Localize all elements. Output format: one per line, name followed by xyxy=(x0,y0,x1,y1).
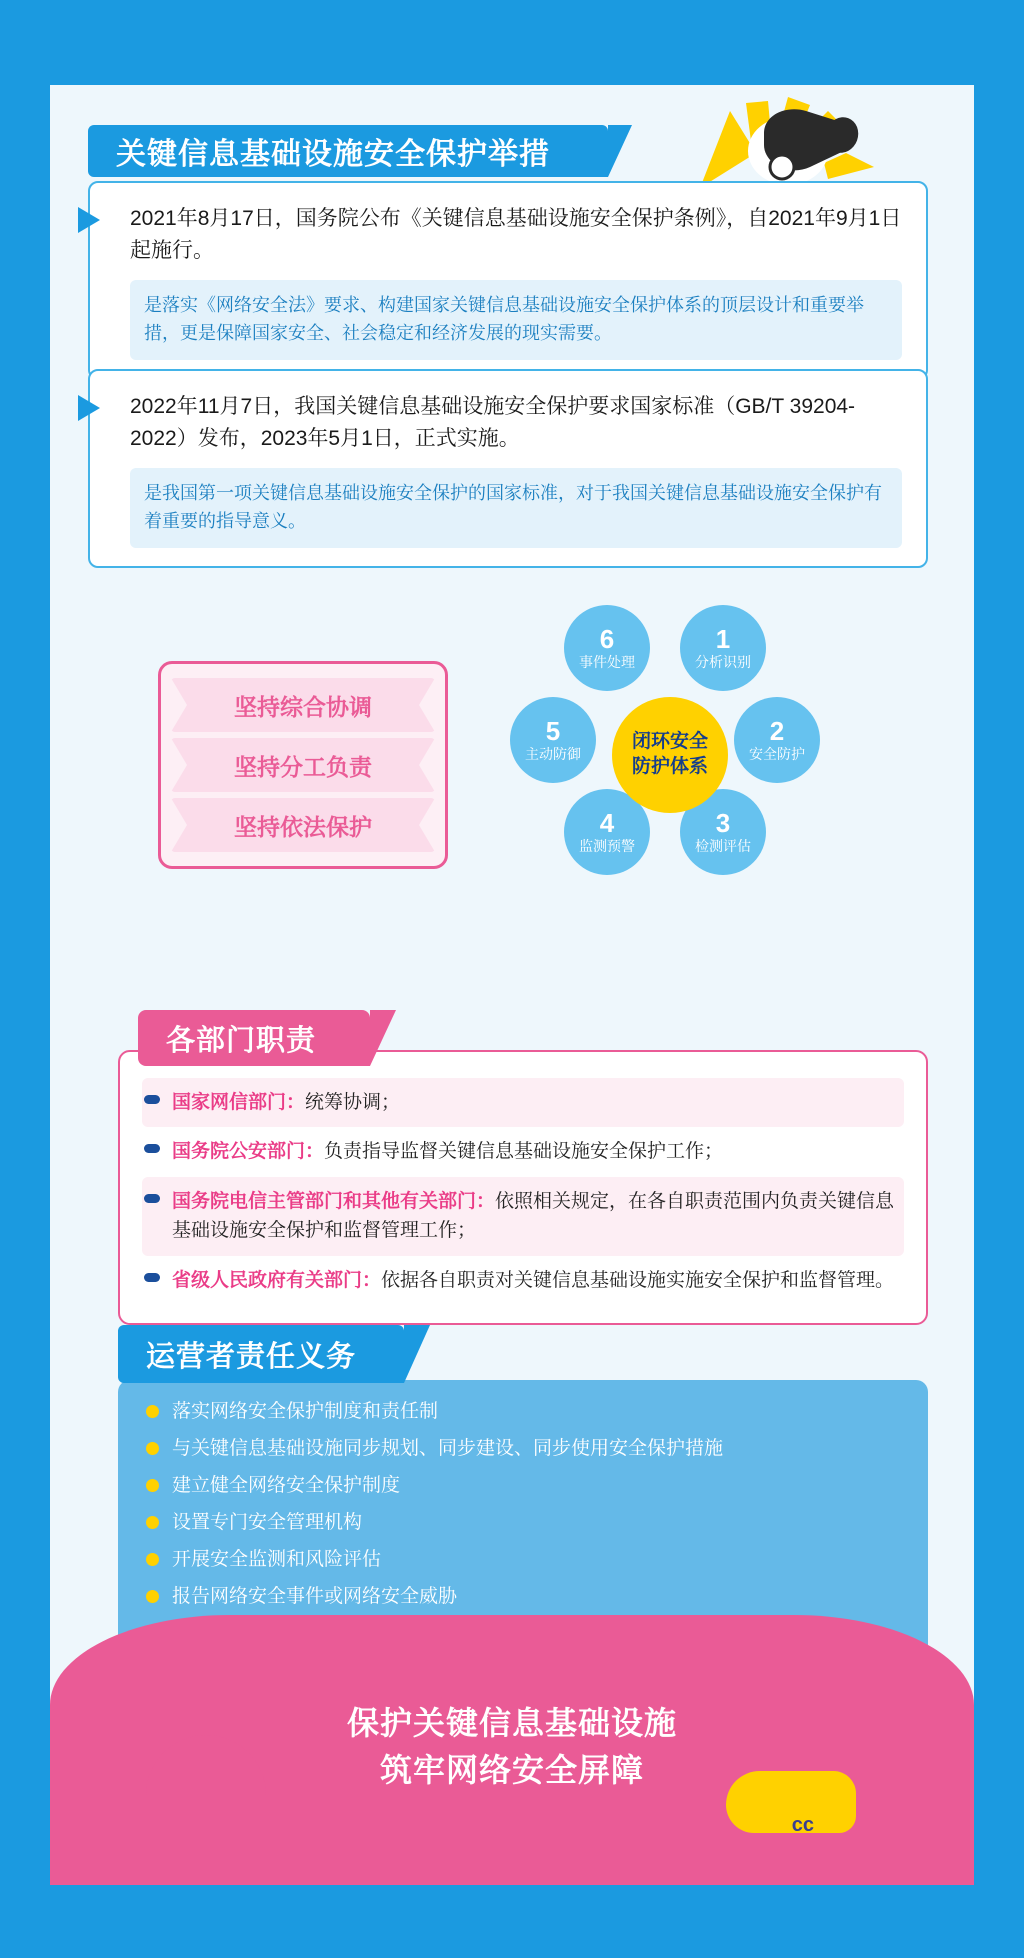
departments-title-label: 各部门职责 xyxy=(166,1024,317,1057)
department-item xyxy=(142,1078,904,1127)
department-item xyxy=(142,1127,904,1176)
bullet-icon xyxy=(146,1590,159,1603)
department-name: 国家网信部门： xyxy=(172,1092,306,1113)
operator-tag-corner xyxy=(404,1325,430,1383)
petal-5-number: 5 xyxy=(545,715,561,746)
department-desc: 依照相关规定，在各自职责范围内负责关键信息基础设施安全保护和监督管理工作； xyxy=(172,1190,895,1242)
department-name: 国务院公安部门： xyxy=(172,1141,325,1163)
operator-item-label: 设置专门安全管理机构 xyxy=(172,1512,363,1533)
diagram-core xyxy=(612,697,728,813)
petal-1 xyxy=(680,605,766,691)
bullet-icon xyxy=(144,1194,160,1203)
operator-item xyxy=(144,1550,902,1569)
footer-line-1: 保护关键信息基础设施 xyxy=(346,1705,677,1742)
operator-item-label: 与关键信息基础设施同步规划、同步建设、同步使用安全保护措施 xyxy=(172,1438,724,1459)
page-title xyxy=(88,125,608,177)
petal-5-label: 主动防御 xyxy=(525,745,581,762)
info-card-2-lead: 2022年11月7日，我国关键信息基础设施安全保护要求国家标准（GB/T 39204-2022）发布，2023年5月1日，正式实施。 xyxy=(130,395,856,450)
department-name: 省级人民政府有关部门： xyxy=(172,1269,382,1291)
arrow-icon xyxy=(78,207,100,233)
petal-3-number: 3 xyxy=(715,807,731,838)
operator-item-label: 报告网络安全事件或网络安全威胁 xyxy=(172,1586,458,1607)
info-card-2-sub: 是我国第一项关键信息基础设施安全保护的国家标准，对于我国关键信息基础设施安全保护有着重要的指导意义。 xyxy=(130,468,902,548)
operator-item-label: 建立健全网络安全保护制度 xyxy=(172,1475,401,1496)
departments-tag-corner xyxy=(370,1010,396,1066)
petal-1-number: 1 xyxy=(715,623,731,654)
petal-2-number: 2 xyxy=(769,715,785,746)
operator-item xyxy=(144,1439,902,1458)
petal-2-label: 安全防护 xyxy=(749,745,805,762)
petal-4-number: 4 xyxy=(599,807,615,838)
operator-item xyxy=(144,1513,902,1532)
title-tag-corner xyxy=(608,125,632,177)
footer-text xyxy=(50,1700,974,1793)
diagram-core-line1: 闭环安全 xyxy=(631,731,708,753)
bullet-icon xyxy=(144,1095,160,1104)
bullet-icon xyxy=(146,1405,159,1418)
petal-5 xyxy=(510,697,596,783)
principles-box xyxy=(158,661,448,869)
info-card-1-sub: 是落实《网络安全法》要求、构建国家关键信息基础设施安全保护体系的顶层设计和重要举措，更是保障国家安全、社会稳定和经济发展的现实需要。 xyxy=(130,280,902,360)
principle-item: 坚持综合协调 xyxy=(171,678,435,732)
bullet-icon xyxy=(146,1442,159,1455)
department-name: 国务院电信主管部门和其他有关部门： xyxy=(172,1190,496,1212)
diagram-core-line2: 防护体系 xyxy=(631,756,708,777)
closed-loop-diagram xyxy=(520,605,805,875)
department-item xyxy=(142,1177,904,1256)
petal-2 xyxy=(734,697,820,783)
operator-title xyxy=(118,1325,404,1383)
arrow-icon xyxy=(78,395,100,421)
info-card-1 xyxy=(88,181,928,380)
petal-1-label: 分析识别 xyxy=(695,653,751,670)
operator-item-label: 开展安全监测和风险评估 xyxy=(172,1549,382,1570)
bullet-icon xyxy=(144,1144,160,1153)
petal-6 xyxy=(564,605,650,691)
departments-box xyxy=(118,1050,928,1325)
operator-item-label: 落实网络安全保护制度和责任制 xyxy=(172,1401,439,1422)
department-desc: 统筹协调； xyxy=(305,1092,401,1113)
principle-item: 坚持分工负责 xyxy=(171,738,435,792)
footer-mark: cc xyxy=(791,1814,814,1836)
department-desc: 依据各自职责对关键信息基础设施实施安全保护和监督管理。 xyxy=(381,1269,895,1291)
bullet-icon xyxy=(146,1553,159,1566)
footer-line-2: 筑牢网络安全屏障 xyxy=(379,1751,644,1788)
departments-title xyxy=(138,1010,370,1066)
bullet-icon xyxy=(144,1273,160,1282)
operator-item xyxy=(144,1402,902,1421)
department-item xyxy=(142,1256,904,1305)
operator-item xyxy=(144,1476,902,1495)
petal-6-label: 事件处理 xyxy=(579,653,635,670)
petal-4-label: 监测预警 xyxy=(579,837,635,854)
poster-content xyxy=(50,85,974,1885)
bullet-icon xyxy=(146,1516,159,1529)
info-card-2 xyxy=(88,369,928,568)
operator-item xyxy=(144,1587,902,1606)
petal-3-label: 检测评估 xyxy=(695,837,751,854)
bullet-icon xyxy=(146,1479,159,1492)
page-title-label: 关键信息基础设施安全保护举措 xyxy=(116,138,550,171)
department-desc: 负责指导监督关键信息基础设施安全保护工作； xyxy=(324,1141,724,1163)
petal-6-number: 6 xyxy=(599,623,615,654)
principle-item: 坚持依法保护 xyxy=(171,798,435,852)
info-card-1-lead: 2021年8月17日，国务院公布《关键信息基础设施安全保护条例》，自2021年9月1日起施行。 xyxy=(130,207,902,262)
operator-title-label: 运营者责任义务 xyxy=(146,1340,357,1373)
